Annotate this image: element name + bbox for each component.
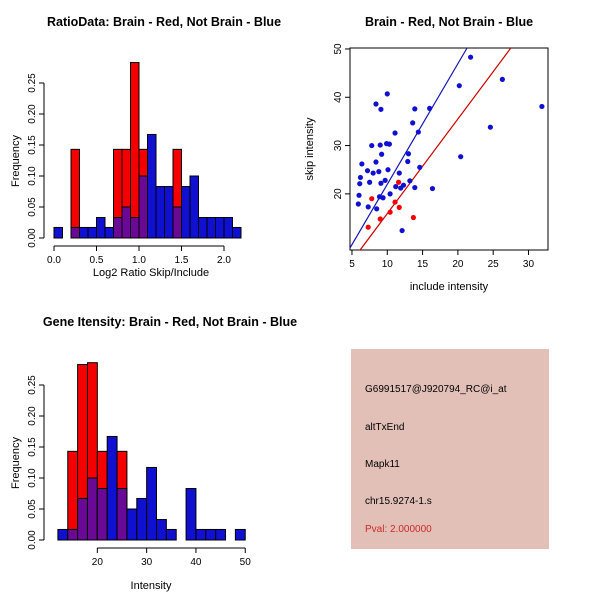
scatter-point xyxy=(539,104,544,109)
ratio_hist-bar xyxy=(139,176,148,238)
ratio_hist-bar xyxy=(156,187,165,238)
scatter-point xyxy=(397,170,402,175)
ratio_hist-x-tick-label: 0.5 xyxy=(89,255,104,266)
gene_hist-bar xyxy=(68,451,78,540)
scatter-point xyxy=(396,180,401,185)
gene-info-panel xyxy=(351,349,549,549)
gene_hist-y-tick-label: 0.15 xyxy=(27,437,38,457)
ratio_hist-y-tick-label: 0.00 xyxy=(27,228,38,248)
scatter-point xyxy=(427,106,432,111)
scatter-point xyxy=(468,55,473,60)
scatter-point xyxy=(378,142,383,147)
scatter-point xyxy=(392,199,397,204)
scatter-ylabel: skip intensity xyxy=(304,117,316,181)
scatter-point xyxy=(405,159,410,164)
ratio_hist-x-tick-label: 1.5 xyxy=(174,255,189,266)
scatter-x-tick-label: 10 xyxy=(381,259,393,270)
ratio_hist-bar xyxy=(131,63,140,238)
ratio_hist-bar xyxy=(216,218,225,238)
not-brain-fit-line xyxy=(350,48,467,248)
gene_hist-bar xyxy=(137,498,147,540)
scatter-point xyxy=(392,130,397,135)
ratio_hist-bar xyxy=(233,227,242,238)
ratio_hist-bar xyxy=(190,176,199,238)
ratio_hist-x-tick-label: 2.0 xyxy=(217,255,231,266)
scatter-point xyxy=(430,186,435,191)
scatter-xlabel: include intensity xyxy=(409,281,489,293)
gene_hist-y-tick-label: 0.00 xyxy=(27,530,38,550)
scatter-point xyxy=(416,129,421,134)
scatter-point xyxy=(369,143,374,148)
gene_hist-y-tick-label: 0.05 xyxy=(27,499,38,519)
scatter-point xyxy=(358,175,363,180)
scatter-point xyxy=(366,204,371,209)
gene_hist-bar xyxy=(127,509,137,540)
ratio_hist-bar xyxy=(114,218,123,238)
ratio_hist-y-tick-label: 0.20 xyxy=(27,104,38,124)
ratio_hist-bar xyxy=(105,227,114,238)
gene_hist-x-tick-label: 40 xyxy=(190,557,202,568)
gene_hist-bar xyxy=(235,529,245,540)
ratio_hist-bar xyxy=(148,134,157,238)
gene_hist-bar xyxy=(147,467,157,540)
scatter-point xyxy=(410,120,415,125)
scatter-x-tick-label: 20 xyxy=(452,259,464,270)
scatter-point xyxy=(366,225,371,230)
gene_hist-bar xyxy=(206,529,216,540)
ratio_hist-bar xyxy=(207,218,216,238)
ratio_hist-bar xyxy=(131,218,140,238)
scatter-point xyxy=(373,159,378,164)
scatter-x-tick-label: 25 xyxy=(487,259,499,270)
gene_hist-x-tick-label: 50 xyxy=(239,557,251,568)
probe-id-text: G6991517@J920794_RC@i_at xyxy=(365,384,507,395)
scatter-point xyxy=(387,142,392,147)
scatter-point xyxy=(376,169,381,174)
scatter-y-tick-label: 50 xyxy=(333,43,344,55)
scatter-point xyxy=(365,168,370,173)
pval-text: Pval: 2.000000 xyxy=(365,524,432,535)
scatter-point xyxy=(378,181,383,186)
scatter-plot xyxy=(333,43,548,270)
scatter-y-tick-label: 40 xyxy=(333,91,344,103)
scatter-point xyxy=(378,107,383,112)
ratio_hist-y-tick-label: 0.10 xyxy=(27,166,38,186)
scatter-point xyxy=(374,206,379,211)
scatter-point xyxy=(359,161,364,166)
scatter-point xyxy=(393,184,398,189)
scatter-y-tick-label: 20 xyxy=(333,188,344,200)
scatter-point xyxy=(412,106,417,111)
scatter-point xyxy=(357,181,362,186)
scatter-point xyxy=(385,167,390,172)
scatter-point xyxy=(458,154,463,159)
scatter-point xyxy=(488,125,493,130)
ratio_hist-bar xyxy=(122,207,131,238)
scatter-x-tick-label: 5 xyxy=(349,259,355,270)
ratio_hist-bar xyxy=(165,187,174,238)
gene-hist-title: Gene Itensity: Brain - Red, Not Brain - Blue xyxy=(42,315,298,329)
scatter-point xyxy=(400,228,405,233)
scatter-point xyxy=(407,178,412,183)
gene_hist-bar xyxy=(166,529,176,540)
ratio-hist-ylabel: Frequency xyxy=(10,135,22,187)
scatter-point xyxy=(373,101,378,106)
ratio-hist-title: RatioData: Brain - Red, Not Brain - Blue xyxy=(46,15,282,29)
ratio_hist-bar xyxy=(88,227,97,238)
gene_hist-bar xyxy=(216,529,226,540)
scatter-point xyxy=(379,152,384,157)
gene_hist-bar xyxy=(58,529,68,540)
gene_hist-bar xyxy=(196,529,206,540)
scatter-point xyxy=(397,205,402,210)
gene_hist-bar xyxy=(68,529,78,540)
ratio_hist-bar xyxy=(173,207,182,238)
ratio-hist-xlabel: Log2 Ratio Skip/Include xyxy=(92,267,210,279)
ratio_hist-y-tick-label: 0.25 xyxy=(27,73,38,93)
gene_hist-plot xyxy=(27,363,251,568)
gene_hist-bar xyxy=(78,498,88,540)
locus-text: chr15.9274-1.s xyxy=(365,496,432,507)
scatter-point xyxy=(369,196,374,201)
scatter-title: Brain - Red, Not Brain - Blue xyxy=(364,15,534,29)
gene_hist-x-tick-label: 30 xyxy=(141,557,153,568)
gene_hist-bar xyxy=(117,489,127,540)
scatter-point xyxy=(388,210,393,215)
scatter-point xyxy=(385,91,390,96)
ratio_hist-y-tick-label: 0.15 xyxy=(27,135,38,155)
ratio_hist-bar xyxy=(182,187,191,238)
gene-hist-xlabel: Intensity xyxy=(130,580,172,592)
scatter-point xyxy=(412,185,417,190)
ratio_hist-x-tick-label: 1.0 xyxy=(132,255,146,266)
scatter-point xyxy=(406,151,411,156)
scatter-x-tick-label: 15 xyxy=(417,259,429,270)
ratio_hist-plot xyxy=(27,63,241,266)
scatter-point xyxy=(356,201,361,206)
gene_hist-y-tick-label: 0.10 xyxy=(27,468,38,488)
ratio_hist-bar xyxy=(224,218,233,238)
scatter-point xyxy=(417,165,422,170)
scatter-point xyxy=(500,77,505,82)
scatter-point xyxy=(388,191,393,196)
scatter-point xyxy=(378,216,383,221)
ratio_hist-bar xyxy=(71,149,80,238)
event-type-text: altTxEnd xyxy=(365,422,405,433)
scatter-y-tick-label: 30 xyxy=(333,140,344,152)
ratio_hist-y-tick-label: 0.05 xyxy=(27,197,38,217)
scatter-point xyxy=(371,170,376,175)
gene_hist-bar xyxy=(186,489,196,540)
gene-hist-ylabel: Frequency xyxy=(10,437,22,489)
gene_hist-bar xyxy=(87,478,97,540)
scatter-point xyxy=(401,183,406,188)
ratio_hist-x-tick-label: 0.0 xyxy=(47,255,61,266)
scatter-point xyxy=(367,180,372,185)
ratio_hist-bar xyxy=(71,227,80,238)
gene_hist-y-tick-label: 0.20 xyxy=(27,406,38,426)
gene_hist-x-tick-label: 20 xyxy=(91,557,103,568)
scatter-point xyxy=(383,178,388,183)
gene_hist-bar xyxy=(157,520,167,540)
scatter-point xyxy=(411,215,416,220)
ratio_hist-bar xyxy=(54,227,63,238)
ratio_hist-bar xyxy=(80,227,89,238)
gene-name-text: Mapk11 xyxy=(365,459,400,470)
gene_hist-bar xyxy=(107,436,117,540)
gene_hist-bar xyxy=(97,489,107,540)
scatter-x-tick-label: 30 xyxy=(522,259,535,270)
scatter-point xyxy=(380,195,385,200)
gene_hist-y-tick-label: 0.25 xyxy=(27,375,38,395)
scatter-point xyxy=(356,193,361,198)
ratio_hist-bar xyxy=(97,218,106,238)
scatter-point xyxy=(457,83,462,88)
ratio_hist-bar xyxy=(199,218,208,238)
